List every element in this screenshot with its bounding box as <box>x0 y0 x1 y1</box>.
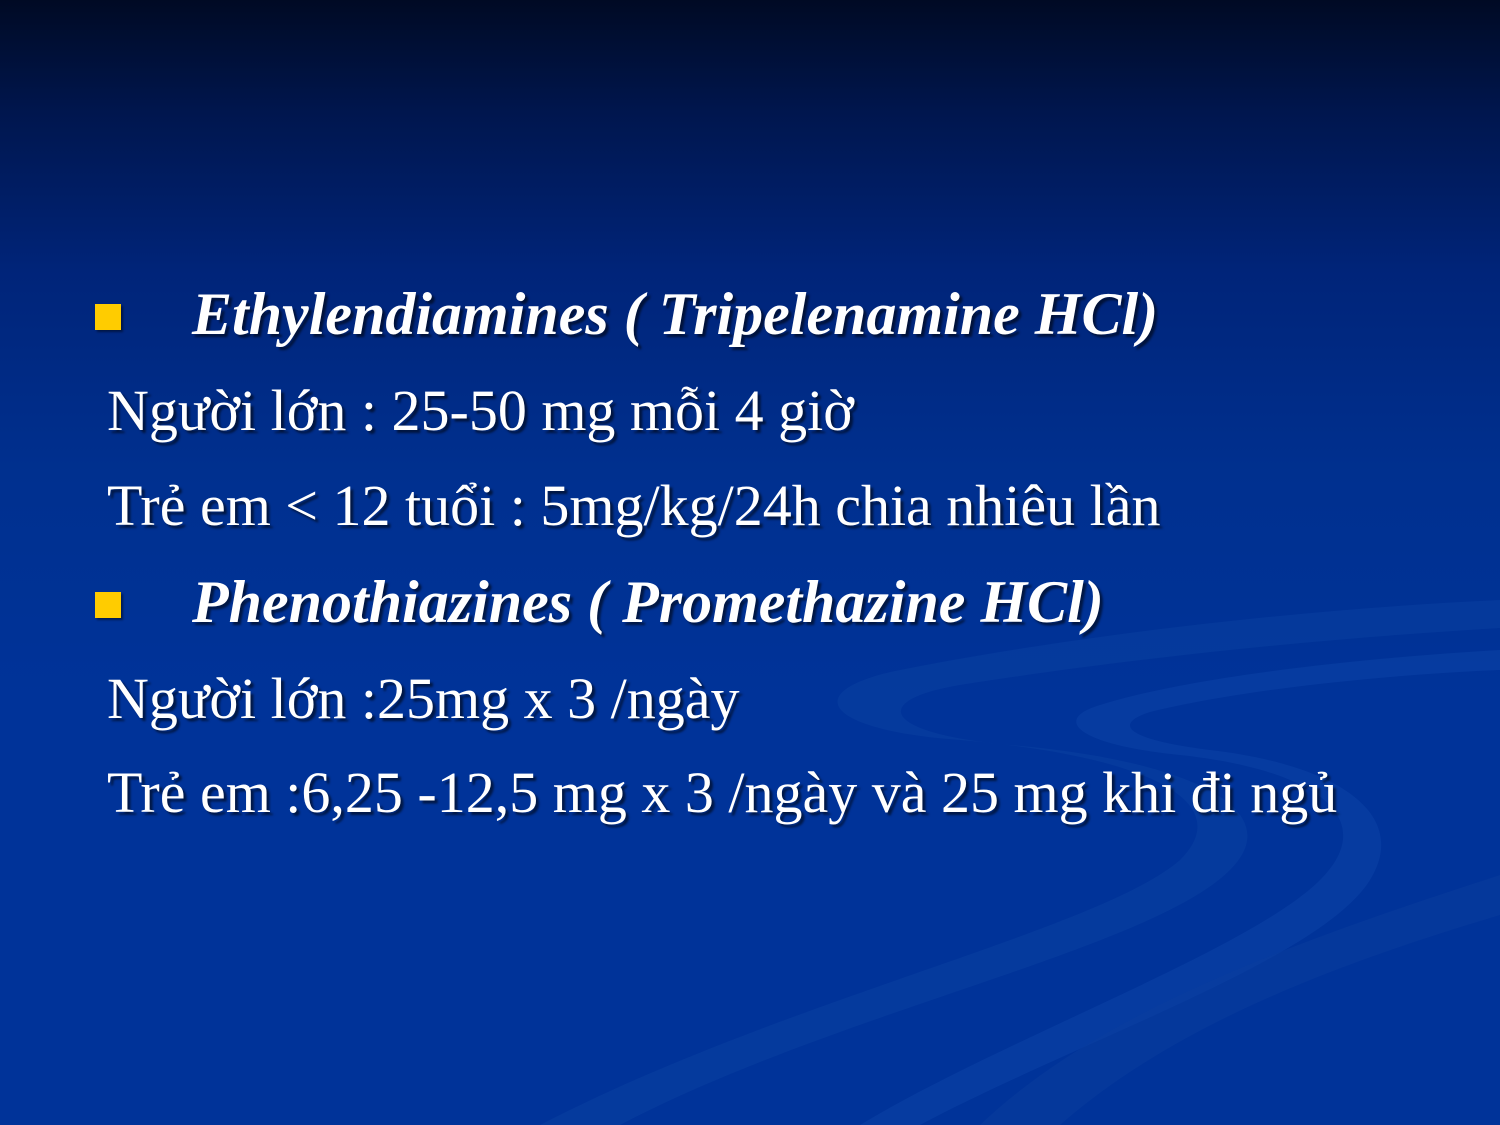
dosage-child: Trẻ em < 12 tuổi : 5mg/kg/24h chia nhiêu lần <box>107 473 1161 538</box>
dosage-line <box>0 473 1500 539</box>
dosage-line <box>0 378 1500 444</box>
dosage-line <box>0 760 1500 826</box>
section-heading: Ethylendiamines ( Tripelenamine HCl) <box>192 281 1159 347</box>
dosage-adult: Người lớn :25mg x 3 /ngày <box>107 666 740 731</box>
dosage-line <box>0 666 1500 732</box>
dosage-adult: Người lớn : 25-50 mg mỗi 4 giờ <box>107 378 854 443</box>
dosage-child: Trẻ em :6,25 -12,5 mg x 3 /ngày và 25 mg khi đi ngủ <box>107 760 1338 825</box>
bullet-square-icon <box>95 592 121 618</box>
section-heading: Phenothiazines ( Promethazine HCl) <box>192 569 1104 635</box>
section-phenothiazines <box>0 568 1500 638</box>
bullet-square-icon <box>95 304 121 330</box>
section-ethylendiamines <box>0 280 1500 350</box>
